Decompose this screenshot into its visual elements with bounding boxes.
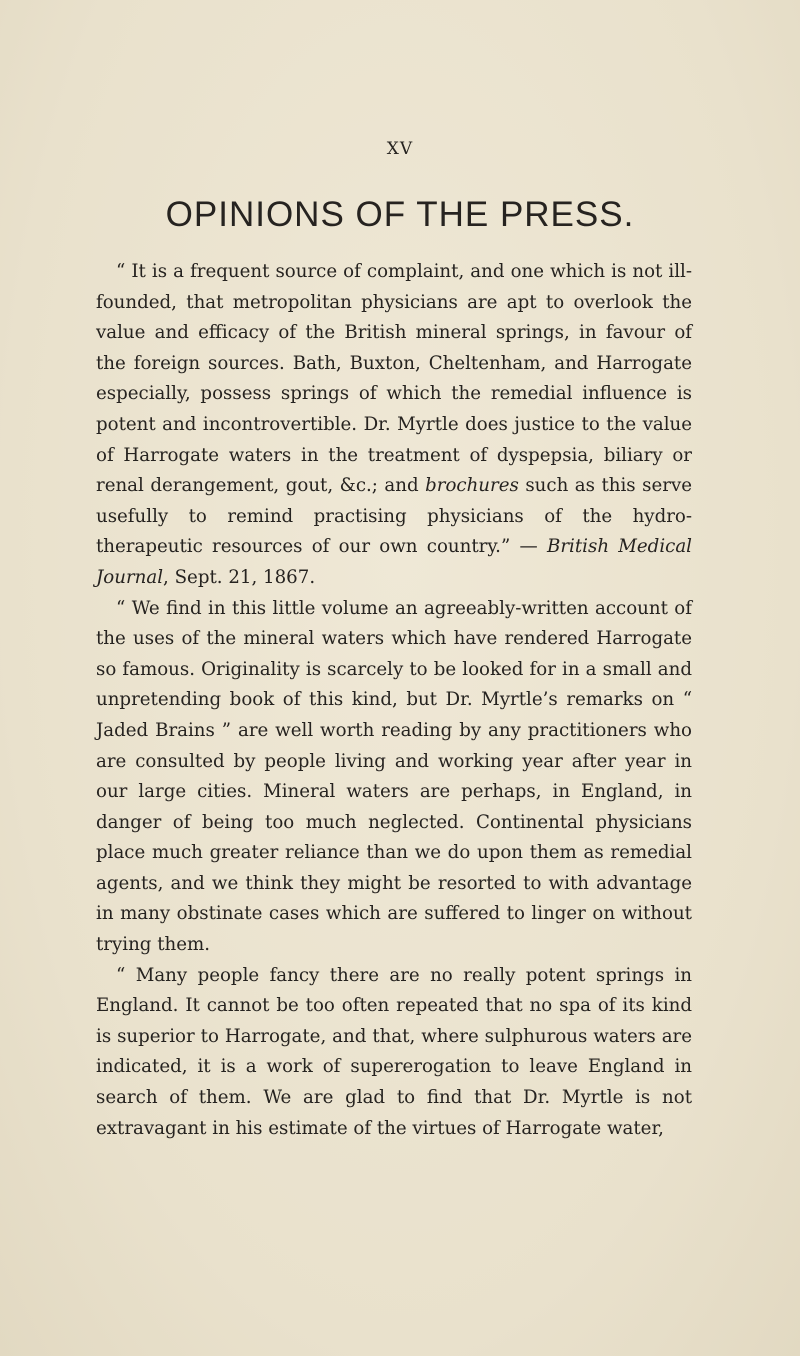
review-1-text: “ It is a frequent source of complaint, and one which is not ill-founded, that metropolitan physicians are apt to overlook the value and efficacy of the British mineral springs, in favour of the foreign sources. Bath, Buxton, Cheltenham, and Harrogate especially, possess springs of which the remedial influence is potent and incontrovertible. Dr. Myrtle does justice to the value of Harrogate waters in the treatment of dyspepsia, biliary or renal derangement, gout, &c.; and <box>96 261 692 497</box>
review-paragraph-3: “ Many people fancy there are no really potent springs in England. It cannot be too often repeated that no spa of its kind is superior to Harrogate, and that, where sulphurous waters are indicated, it is a work of supererogation to leave England in search of them. We are glad to find that Dr. Myrtle is not extravagant in his estimate of the virtues of Harrogate water, <box>96 964 692 1139</box>
review-1-italic-word: brochures <box>425 475 519 497</box>
review-1-date: , Sept. 21, 1867. <box>163 566 316 588</box>
review-1-source: British Medical Journal <box>96 536 692 588</box>
review-paragraph-1 <box>96 257 692 594</box>
page-number: XV <box>386 139 414 159</box>
press-opinions <box>96 257 692 1144</box>
page-title: OPINIONS OF THE PRESS. <box>165 195 635 234</box>
review-1-text-after: such as this serve usefully to remind practising physicians of the hydro-therapeutic resources of our own country.” — <box>96 475 692 558</box>
review-paragraph-2: “ We find in this little volume an agreeably-written account of the uses of the mineral waters which have rendered Harrogate so famous. Originality is scarcely to be looked for in a small and unpretending book of this kind, but Dr. Myrtle’s remarks on “ Jaded Brains ” are well worth reading by any practitioners who are consulted by people living and working year after year in our large cities. Mineral waters are perhaps, in England, in danger of being too much neglected. Continental physicians place much greater reliance than we do upon them as remedial agents, and we think they might be resorted to with advantage in many obstinate cases which are suffered to linger on without trying them. <box>96 597 692 956</box>
